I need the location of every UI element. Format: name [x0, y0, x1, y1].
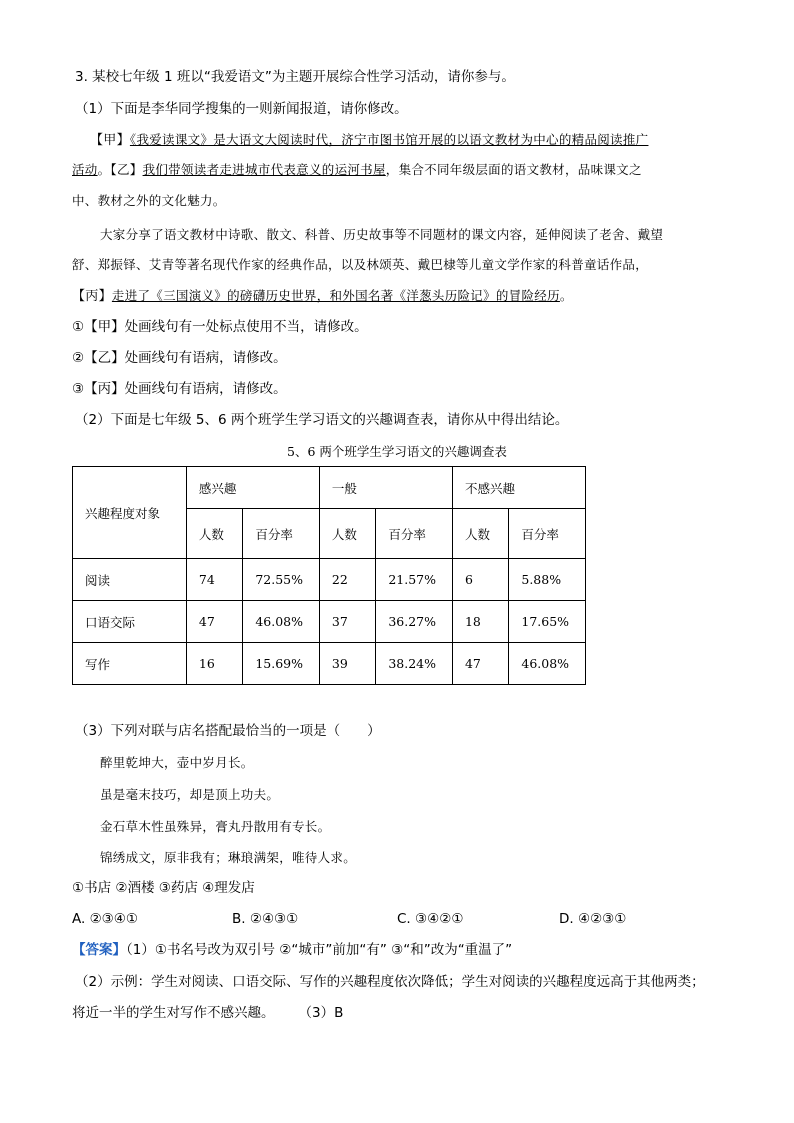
- answer-tag: 【答案】: [72, 942, 126, 958]
- couplet-4: 锦绣成文，原非我有；琳琅满架，唯待人求。: [100, 850, 357, 865]
- row-label: 口语交际: [73, 601, 187, 643]
- couplet-3: 金石草木性虽殊异，膏丸丹散用有专长。: [100, 819, 331, 834]
- table-cell: 6: [452, 559, 508, 601]
- table-cell: 72.55%: [243, 559, 320, 601]
- tag-jia: 【甲】: [90, 133, 130, 148]
- part2-prompt: （2）下面是七年级 5、6 两个班学生学习语文的兴趣调查表，请你从中得出结论。: [75, 412, 569, 428]
- answer-text-3: 将近一半的学生对写作不感兴趣。: [72, 1005, 275, 1021]
- report-line-4: 大家分享了语文教材中诗歌、散文、科普、历史故事等不同题材的课文内容，延伸阅读了老舍、戴望: [100, 227, 664, 242]
- tag-bing: 【丙】: [72, 289, 112, 304]
- underlined-sentence-jia: 《我爱读课文》是大语文大阅读时代，济宁市图书馆开展的以语文教材为中心的精品阅读推广: [129, 132, 649, 147]
- report-line-6: [72, 287, 573, 306]
- subquestion-2: ②【乙】处画线句有语病，请修改。: [72, 350, 287, 366]
- report-line-5: 舒、郑振铎、艾青等著名现代作家的经典作品，以及林颂英、戴巴棣等儿童文学作家的科普童话作品，: [72, 257, 649, 272]
- table-cell: 38.24%: [376, 643, 453, 685]
- underlined-sentence-yi: 我们带领读者走进城市代表意义的运河书屋: [142, 162, 386, 177]
- group-header: 不感兴趣: [452, 467, 585, 509]
- group-header: 一般: [319, 467, 452, 509]
- table-cell: 16: [186, 643, 242, 685]
- group-header: 感兴趣: [186, 467, 319, 509]
- part1-prompt: （1）下面是李华同学搜集的一则新闻报道，请你修改。: [75, 101, 408, 117]
- subheader-cell: 人数: [186, 509, 242, 559]
- answer-text-1: （1）①书名号改为双引号 ②“城市”前加“有” ③“和”改为“重温了”: [126, 942, 513, 958]
- row-label: 阅读: [73, 559, 187, 601]
- option-c: C. ③④②①: [397, 911, 464, 927]
- table-cell: 17.65%: [509, 601, 586, 643]
- report-line-1: [90, 131, 648, 150]
- table-corner-cell: 兴趣程度对象: [73, 467, 187, 559]
- table-cell: 47: [452, 643, 508, 685]
- question-3-title: 3. 某校七年级 1 班以“我爱语文”为主题开展综合性学习活动，请你参与。: [75, 69, 515, 85]
- couplet-1: 醉里乾坤大，壶中岁月长。: [100, 755, 254, 770]
- subheader-cell: 人数: [452, 509, 508, 559]
- subheader-cell: 百分率: [243, 509, 320, 559]
- shop-names: ①书店 ②酒楼 ③药店 ④理发店: [72, 880, 255, 896]
- interest-survey-table: [72, 466, 586, 685]
- answer-line-2: （2）示例：学生对阅读、口语交际、写作的兴趣程度依次降低；学生对阅读的兴趣程度远高于其他两类；: [75, 974, 705, 990]
- subquestion-1: ①【甲】处画线句有一处标点使用不当，请修改。: [72, 319, 368, 335]
- table-row: [73, 643, 586, 685]
- report-line-6-end: 。: [559, 288, 573, 303]
- underlined-sentence-jia-end: 活动: [72, 162, 98, 177]
- table-row: [73, 559, 586, 601]
- table-header-row: [73, 467, 586, 509]
- table-cell: 18: [452, 601, 508, 643]
- row-label: 写作: [73, 643, 187, 685]
- table-cell: 21.57%: [376, 559, 453, 601]
- report-line-2: [72, 161, 642, 179]
- table-cell: 74: [186, 559, 242, 601]
- tag-yi: 。【乙】: [97, 162, 143, 177]
- subheader-cell: 人数: [319, 509, 375, 559]
- answer-line-3: [72, 1004, 343, 1022]
- answer-line-1: [72, 941, 512, 959]
- option-b: B. ②④③①: [232, 911, 299, 927]
- table-cell: 15.69%: [243, 643, 320, 685]
- table-cell: 37: [319, 601, 375, 643]
- table-cell: 5.88%: [509, 559, 586, 601]
- subquestion-3: ③【丙】处画线句有语病，请修改。: [72, 381, 287, 397]
- underlined-sentence-bing: 走进了《三国演义》的磅礴历史世界，和外国名著《洋葱头历险记》的冒险经历: [111, 288, 560, 303]
- couplet-2: 虽是毫末技巧，却是顶上功夫。: [100, 787, 280, 802]
- table-caption: 5、6 两个班学生学习语文的兴趣调查表: [287, 444, 507, 459]
- subheader-cell: 百分率: [376, 509, 453, 559]
- answer-text-3b: （3）B: [298, 1005, 344, 1021]
- table-cell: 46.08%: [509, 643, 586, 685]
- part3-prompt: （3）下列对联与店名搭配最恰当的一项是（ ）: [75, 723, 381, 739]
- subheader-cell: 百分率: [509, 509, 586, 559]
- table-cell: 22: [319, 559, 375, 601]
- option-a: A. ②③④①: [72, 911, 138, 927]
- report-line-3: 中、教材之外的文化魅力。: [72, 193, 226, 208]
- table-cell: 39: [319, 643, 375, 685]
- table-row: [73, 601, 586, 643]
- table-cell: 36.27%: [376, 601, 453, 643]
- table-cell: 47: [186, 601, 242, 643]
- table-cell: 46.08%: [243, 601, 320, 643]
- report-line-2-rest: ，集合不同年级层面的语文教材，品味课文之: [385, 162, 642, 177]
- option-d: D. ④②③①: [559, 911, 627, 927]
